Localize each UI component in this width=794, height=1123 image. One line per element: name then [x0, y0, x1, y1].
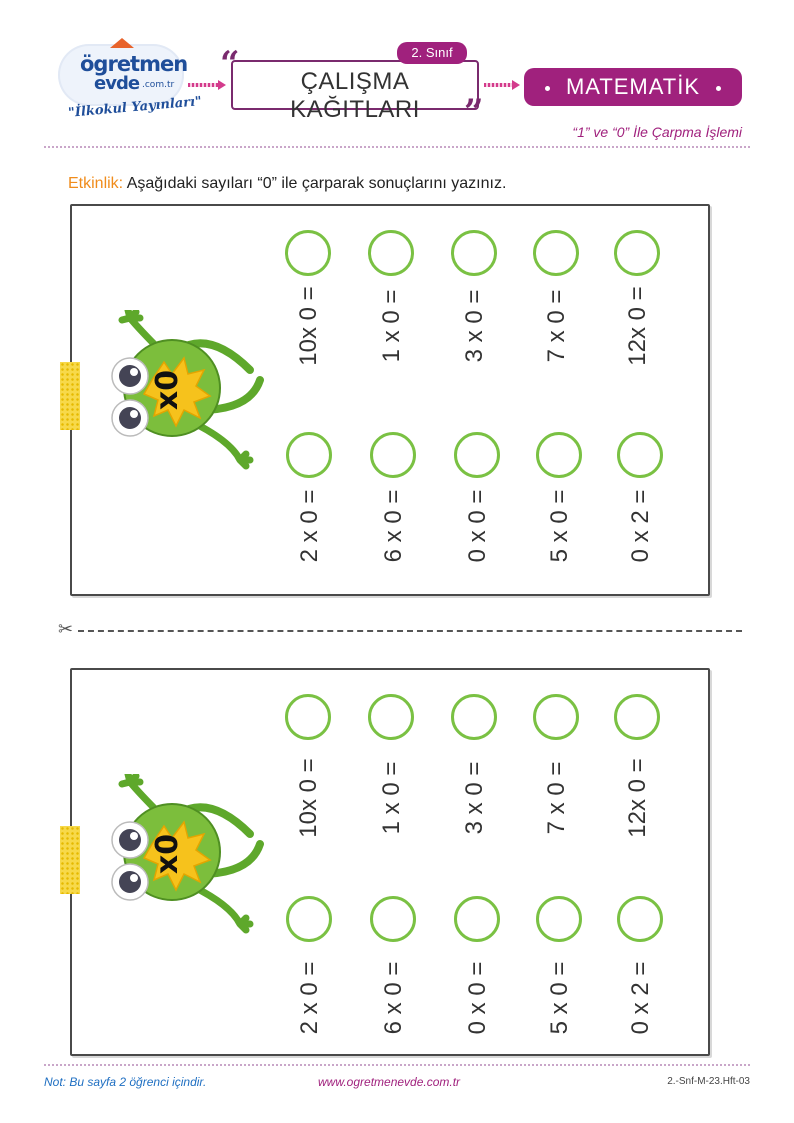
equation-label: 3 x 0 =: [461, 761, 488, 835]
subject-badge: [524, 68, 742, 106]
logo-text-line1: ögretmen: [80, 52, 188, 76]
answer-circle[interactable]: [533, 230, 579, 276]
equation-label: 0 x 0 =: [464, 489, 491, 563]
equation-label: 0 x 2 =: [627, 489, 654, 563]
cut-line: [78, 630, 742, 632]
equation-label: 5 x 0 =: [546, 961, 573, 1035]
answer-circle[interactable]: [614, 230, 660, 276]
answer-circle[interactable]: [368, 230, 414, 276]
equation-label: 6 x 0 =: [380, 961, 407, 1035]
monster-mascot-icon: [100, 310, 270, 490]
answer-circle[interactable]: [370, 896, 416, 942]
answer-circle[interactable]: [614, 694, 660, 740]
equation-label: 10x 0 =: [295, 758, 322, 838]
tape-strip: [60, 362, 80, 430]
instruction: [68, 175, 506, 193]
answer-circle[interactable]: [285, 694, 331, 740]
equation-label: 6 x 0 =: [380, 489, 407, 563]
equation-label: 1 x 0 =: [378, 761, 405, 835]
logo-domain: .com.tr: [142, 80, 175, 90]
equation-label: 7 x 0 =: [543, 289, 570, 363]
equation-label: 2 x 0 =: [296, 961, 323, 1035]
answer-circle[interactable]: [454, 896, 500, 942]
equation-label: 0 x 2 =: [627, 961, 654, 1035]
subject-label: MATEMATİK: [565, 74, 701, 99]
equation-label: 3 x 0 =: [461, 289, 488, 363]
arrow-right-icon: [484, 80, 520, 90]
mascot-label: x0: [150, 369, 185, 411]
answer-circle[interactable]: [286, 896, 332, 942]
worksheet-title: ÇALIŞMA KAĞITLARI: [290, 68, 420, 123]
mascot-label: x0: [150, 833, 185, 875]
bullet-icon: [716, 86, 721, 91]
equation-label: 7 x 0 =: [543, 761, 570, 835]
answer-circle[interactable]: [285, 230, 331, 276]
monster-mascot-icon: [100, 774, 270, 954]
brand-logo: [58, 38, 203, 124]
answer-circle[interactable]: [451, 694, 497, 740]
instruction-label: Etkinlik:: [68, 175, 124, 192]
equation-label: 5 x 0 =: [546, 489, 573, 563]
footer-website-link[interactable]: www.ogretmenevde.com.tr: [318, 1075, 461, 1089]
answer-circle[interactable]: [451, 230, 497, 276]
answer-circle[interactable]: [533, 694, 579, 740]
equation-label: 1 x 0 =: [378, 289, 405, 363]
answer-circle[interactable]: [536, 896, 582, 942]
equation-label: 0 x 0 =: [464, 961, 491, 1035]
logo-tagline: "İlkokul Yayınları": [67, 94, 203, 121]
house-icon: [110, 38, 134, 48]
logo-text-line2: evde: [94, 73, 140, 94]
equation-label: 12x 0 =: [624, 286, 651, 366]
scissors-icon: ✂: [58, 619, 74, 640]
instruction-text: Aşağıdaki sayıları “0” ile çarparak sonuçlarını yazınız.: [123, 175, 507, 192]
footer-note: Not: Bu sayfa 2 öğrenci içindir.: [44, 1075, 207, 1089]
tape-strip: [60, 826, 80, 894]
equation-label: 2 x 0 =: [296, 489, 323, 563]
footer-divider: [44, 1064, 750, 1066]
answer-circle[interactable]: [617, 896, 663, 942]
footer-code: 2.-Snf-M-23.Hft-03: [667, 1076, 750, 1087]
answer-circle[interactable]: [368, 694, 414, 740]
topic-subtitle: “1” ve “0” İle Çarpma İşlemi: [572, 124, 742, 140]
equation-label: 12x 0 =: [624, 758, 651, 838]
close-quote-icon: ”: [464, 92, 484, 132]
bullet-icon: [545, 86, 550, 91]
open-quote-icon: “: [220, 44, 240, 84]
equation-label: 10x 0 =: [295, 286, 322, 366]
header-divider: [44, 146, 750, 148]
grade-badge: 2. Sınıf: [397, 42, 467, 64]
